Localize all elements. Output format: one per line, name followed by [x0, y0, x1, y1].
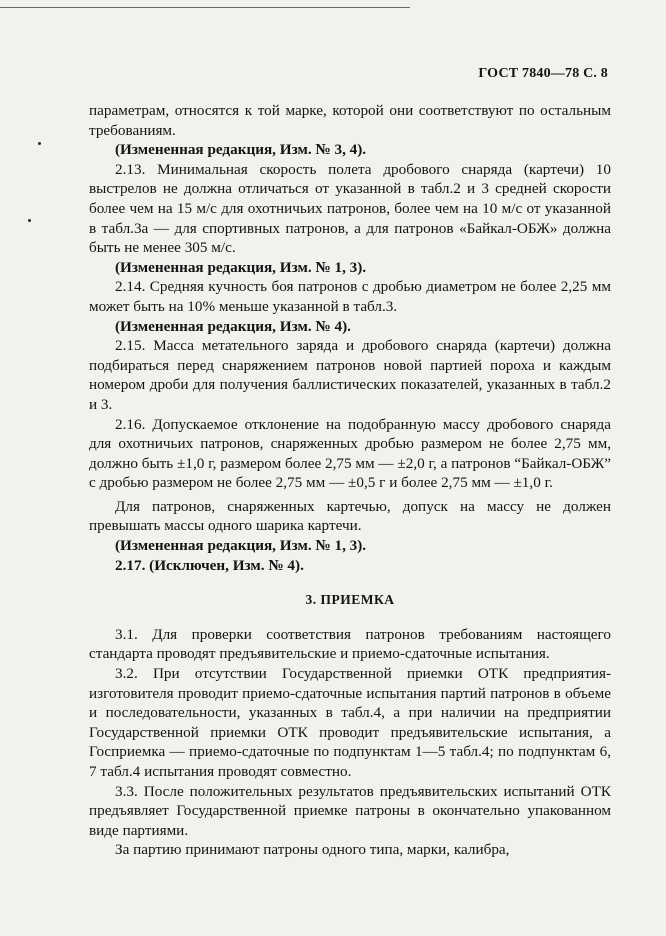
scan-speck — [28, 219, 31, 222]
section-title: 3. ПРИЕМКА — [305, 592, 395, 608]
clause-2-16: 2.16. Допускаемое отклонение на подобранную массу дробового снаряда для охотничьих патронов, снаряженных дробью размером не более 2,75 мм, должно быть ±1,0 г, размером более 2,75 мм — ±2,0 г, а патронов “Байкал-ОБЖ” с дробью размером не более 2,75 мм — ±0,5 г и более 2,75 мм — ±1,0 г. — [89, 415, 611, 492]
page-header: ГОСТ 7840—78 С. 8 — [478, 66, 608, 81]
clause-2-15: 2.15. Масса метательного заряда и дробового снаряда (картечи) должна подбираться перед снаряжением патронов новой партией пороха и каждым номером дроби для получения баллистических показателей, указанных в табл.2 и 3. — [89, 337, 611, 413]
top-rule — [0, 7, 410, 8]
document-body — [89, 101, 611, 860]
clause-3-2: 3.2. При отсутствии Государственной приемки ОТК предприятия-изготовителя проводит приемо-сдаточные испытания партий патронов в объеме и последовательности, указанных в табл.4, а при наличии на предприятии Государственной приемки ОТК проводит предъявительские испытания, а Госприемка — приемо-сдаточные по подпунктам 1—5 табл.4; по подпунктам 6, 7 табл.4 испытания проводят совместно. — [89, 665, 611, 780]
edit-note: (Измененная редакция, Изм. № 1, 3). — [115, 258, 367, 276]
clause-3-3-continuation: За партию принимают патроны одного типа, марки, калибра, — [115, 841, 510, 859]
edit-note: (Измененная редакция, Изм. № 3, 4). — [115, 141, 367, 159]
edit-note: (Измененная редакция, Изм. № 1, 3). — [115, 537, 367, 555]
clause-2-16-continuation: Для патронов, снаряженных картечью, допуск на массу не должен превышать массы одного шарика картечи. — [89, 497, 611, 535]
scan-speck — [38, 142, 41, 145]
edit-note: (Измененная редакция, Изм. № 4). — [115, 317, 351, 335]
clause-2-14: 2.14. Средняя кучность боя патронов с дробью диаметром не более 2,25 мм может быть на 10% меньше указанной в табл.3. — [89, 278, 611, 315]
clause-3-1: 3.1. Для проверки соответствия патронов требованиям настоящего стандарта проводят предъявительские и приемо-сдаточные испытания. — [89, 625, 611, 663]
clause-3-3: 3.3. После положительных результатов предъявительских испытаний ОТК предъявляет Государственной приемке патроны в окончательно упакованном виде партиями. — [89, 782, 611, 839]
clause-2-13: 2.13. Минимальная скорость полета дробового снаряда (картечи) 10 выстрелов не должна отличаться от указанной в табл.2 и 3 средней скорости более чем на 15 м/с для охотничьих патронов, более чем на 10 м/с от указанной в табл.3а — для спортивных патронов, а для патронов «Байкал-ОБЖ» должна быть не менее 305 м/с. — [89, 160, 611, 257]
paragraph-continuation: параметрам, относятся к той марке, которой они соответствуют по остальным требованиям. — [89, 102, 611, 139]
clause-2-17: 2.17. (Исключен, Изм. № 4). — [115, 556, 304, 574]
